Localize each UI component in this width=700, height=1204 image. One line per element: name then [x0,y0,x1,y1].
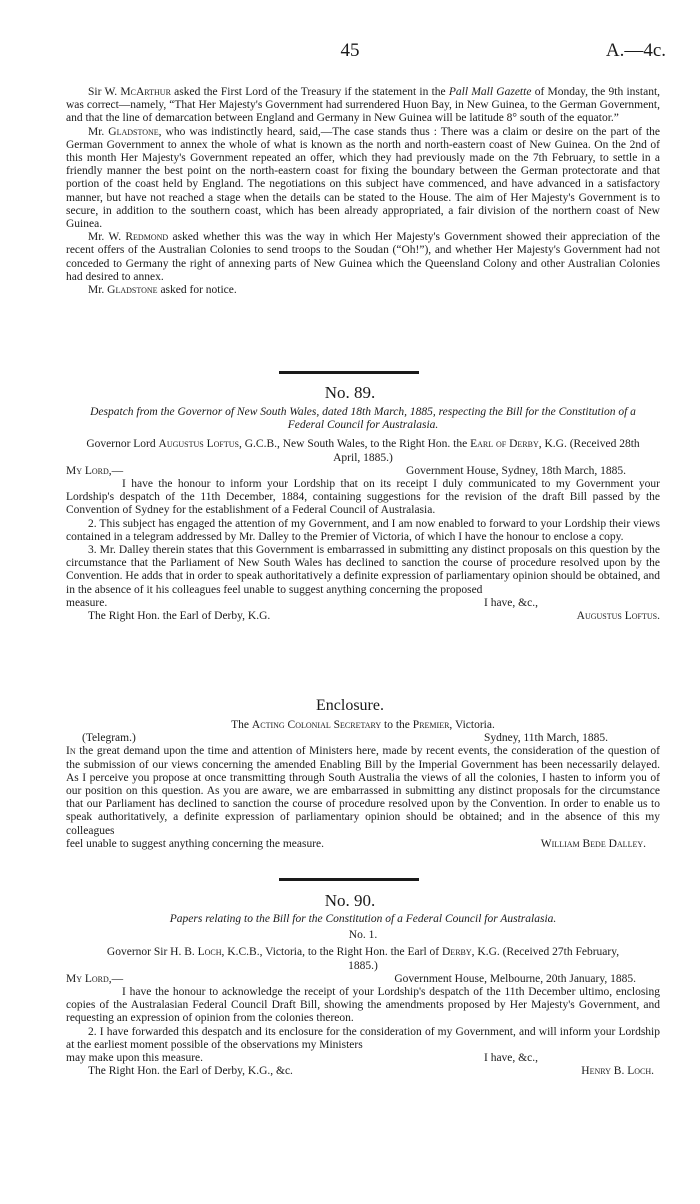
enclosure-title: Enclosure. [316,697,384,714]
no89-subtitle: Despatch from the Governor of New South Wales, dated 18th March, 1885, respecting the Bill for the Constitution of a Federal Council for Australasia. [90,406,636,432]
section-rule [279,371,419,374]
place-date: Government House, Sydney, 18th March, 1885. [406,464,626,477]
no89-para-3: 3. Mr. Dalley therein states that this Government is embarrassed in submitting any distinct proposals on this question by the circumstance that the Parliament of New South Wales has declined to sanction the course of procedure resolved upon by the Convention. He adds that in order to speak authoritatively a definite expression of parliamentary opinion should be obtained, and in the absence of it his colleagues feel unable to suggest anything concerning the proposed [66,544,661,596]
no89-address: Governor Lord Augustus Loftus, G.C.B., New South Wales, to the Right Hon. the Earl of Derby, K.G. (Received 28th April, 1885.) [86,438,640,464]
no89-para-2: 2. This subject has engaged the attention of my Government, and I am now enabled to forward to your Lordship their views contained in a telegram addressed by Mr. Dalley to the Premier of Victoria, of which I have the honour to enclose a copy. [66,517,660,543]
signature: Henry B. Loch. [581,1065,654,1078]
no90-subno: No. 1. [348,929,378,942]
closing: I have, &c., [484,1052,538,1065]
gladstone-reply: Mr. Gladstone, who was indistinctly heard, said,—The case stands thus : There was a claim or desire on the part of the German Government to annex the whole of what is known as the north and north-eastern coast of New Guinea. On the 2nd of this month Her Majesty's Government repeated an offer, which they had previously made on the 7th February, to settle in a friendly manner the best point on the north-eastern coast for fixing the boundary between the German protectorate and that portion of the coast held by England. The negotiations on this subject have commenced, and have advanced in a satisfactory manner, but have not reached a stage when the details can be stated to the House. The aim of Her Majesty's Government is to secure, in addition to the southern coast, which has been already appropriated, a fair division of the northern coast of New Guinea. [66,125,660,231]
no89-title: No. 89. [324,383,376,402]
closing: I have, &c., [484,596,538,609]
no90-para-2: 2. I have forwarded this despatch and its enclosure for the consideration of my Government, and will inform your Lordship at the earliest moment possible of the observations my Ministers [66,1025,660,1051]
enclosure-section [66,719,660,851]
gladstone-notice: Mr. Gladstone asked for notice. [88,284,237,297]
telegram-label: (Telegram.) [82,732,136,745]
no89-closing-row: measure. I have, &c., [66,596,538,609]
no89-salutation-row [66,465,660,478]
no90-closing-row: may make upon this measure. I have, &c., [66,1052,538,1065]
speaker-name: Gladstone [108,125,159,138]
no90-address: Governor Sir H. B. Loch, K.C.B., Victoria, to the Right Hon. the Earl of Derby, K.G. (Received 27th February, 1885.) [106,946,620,972]
no90-section [66,913,660,1078]
no89-section [66,406,660,623]
signature: Augustus Loftus. [576,610,660,623]
parliament-section [66,86,660,297]
no90-subtitle: Papers relating to the Bill for the Constitution of a Federal Council for Australasia. [169,913,557,925]
speaker-name: Redmond [125,231,169,244]
page-number: 45 [340,40,360,61]
paper-reference: A.—4c. [605,40,666,61]
section-rule [279,878,419,881]
speaker-name: Gladstone [107,284,158,297]
signature: William Bede Dalley. [540,837,646,850]
mcarthur-question: Sir W. McArthur asked the First Lord of the Treasury if the statement in the Pall Mall Gazette of Monday, the 9th instant, was correct—namely, “That Her Majesty's Government had surrendered Huon Bay, in New Guinea, to the German Government, and that the line of demarcation between England and Germany in New Guinea will be latitude 8° south of the equator.” [66,86,661,125]
telegram-body: In the great demand upon the time and attention of Ministers here, made by recent events, the consideration of the question of the submission of our views concerning the amended Enabling Bill by the Imperial Government has been necessarily delayed. As I perceive you propose at once transmitting through South Australia the views of all the colonies, I hasten to inform you of our position on this question. As you are aware, we are embarrassed in submitting any distinct proposals for the circumstance that our Parliament has declined to sanction the course of procedure resolved upon by the Convention. In order to enable us to speak authoritatively, a definite expression of parliamentary opinion should be obtained; and in the absence of this my colleagues [66,745,660,837]
publication-name: Pall Mall Gazette [448,86,532,98]
no90-para-1: I have the honour to acknowledge the receipt of your Lordship's despatch of the 11th December ultimo, enclosing copies of the Australasian Federal Council Draft Bill, showing the amendments proposed by Her Majesty's Government, and requesting an expression of opinion from the colonies thereon. [66,986,660,1025]
no90-salutation-row [66,973,660,986]
telegram-signature-row: feel unable to suggest anything concerning the measure. William Bede Dalley. [66,837,646,850]
salutation: My Lord,— [66,972,124,985]
speaker-name: McArthur [120,86,171,98]
no89-para-1: I have the honour to inform your Lordship that on its receipt I duly communicated to my Government your Lordship's despatch of the 11th December, 1884, containing suggestions for the revision of the draft Bill passed by the Convention of Sydney for the establishment of a Federal Council of Australasia. [66,478,660,517]
recipient: The Right Hon. the Earl of Derby, K.G., &c. [88,1065,293,1078]
no90-signature-row [66,1065,660,1078]
salutation: My Lord,— [66,464,124,477]
telegram-row [66,732,660,745]
no90-title: No. 90. [324,891,376,910]
recipient: The Right Hon. the Earl of Derby, K.G. [88,610,271,623]
enclosure-header: The Acting Colonial Secretary to the Premier, Victoria. [231,719,495,731]
place-date: Sydney, 11th March, 1885. [483,732,608,745]
redmond-question: Mr. W. Redmond asked whether this was the way in which Her Majesty's Government showed their appreciation of the recent offers of the Australian Colonies to send troops to the Soudan (“Oh!”), and whether Her Majesty's Government had not conceded to Germany the right of annexing parts of New Guinea which the Queensland Colony and other Australian Colonies had desired to annex. [66,231,660,283]
no89-signature-row [66,610,660,623]
place-date: Government House, Melbourne, 20th January, 1885. [394,972,636,985]
